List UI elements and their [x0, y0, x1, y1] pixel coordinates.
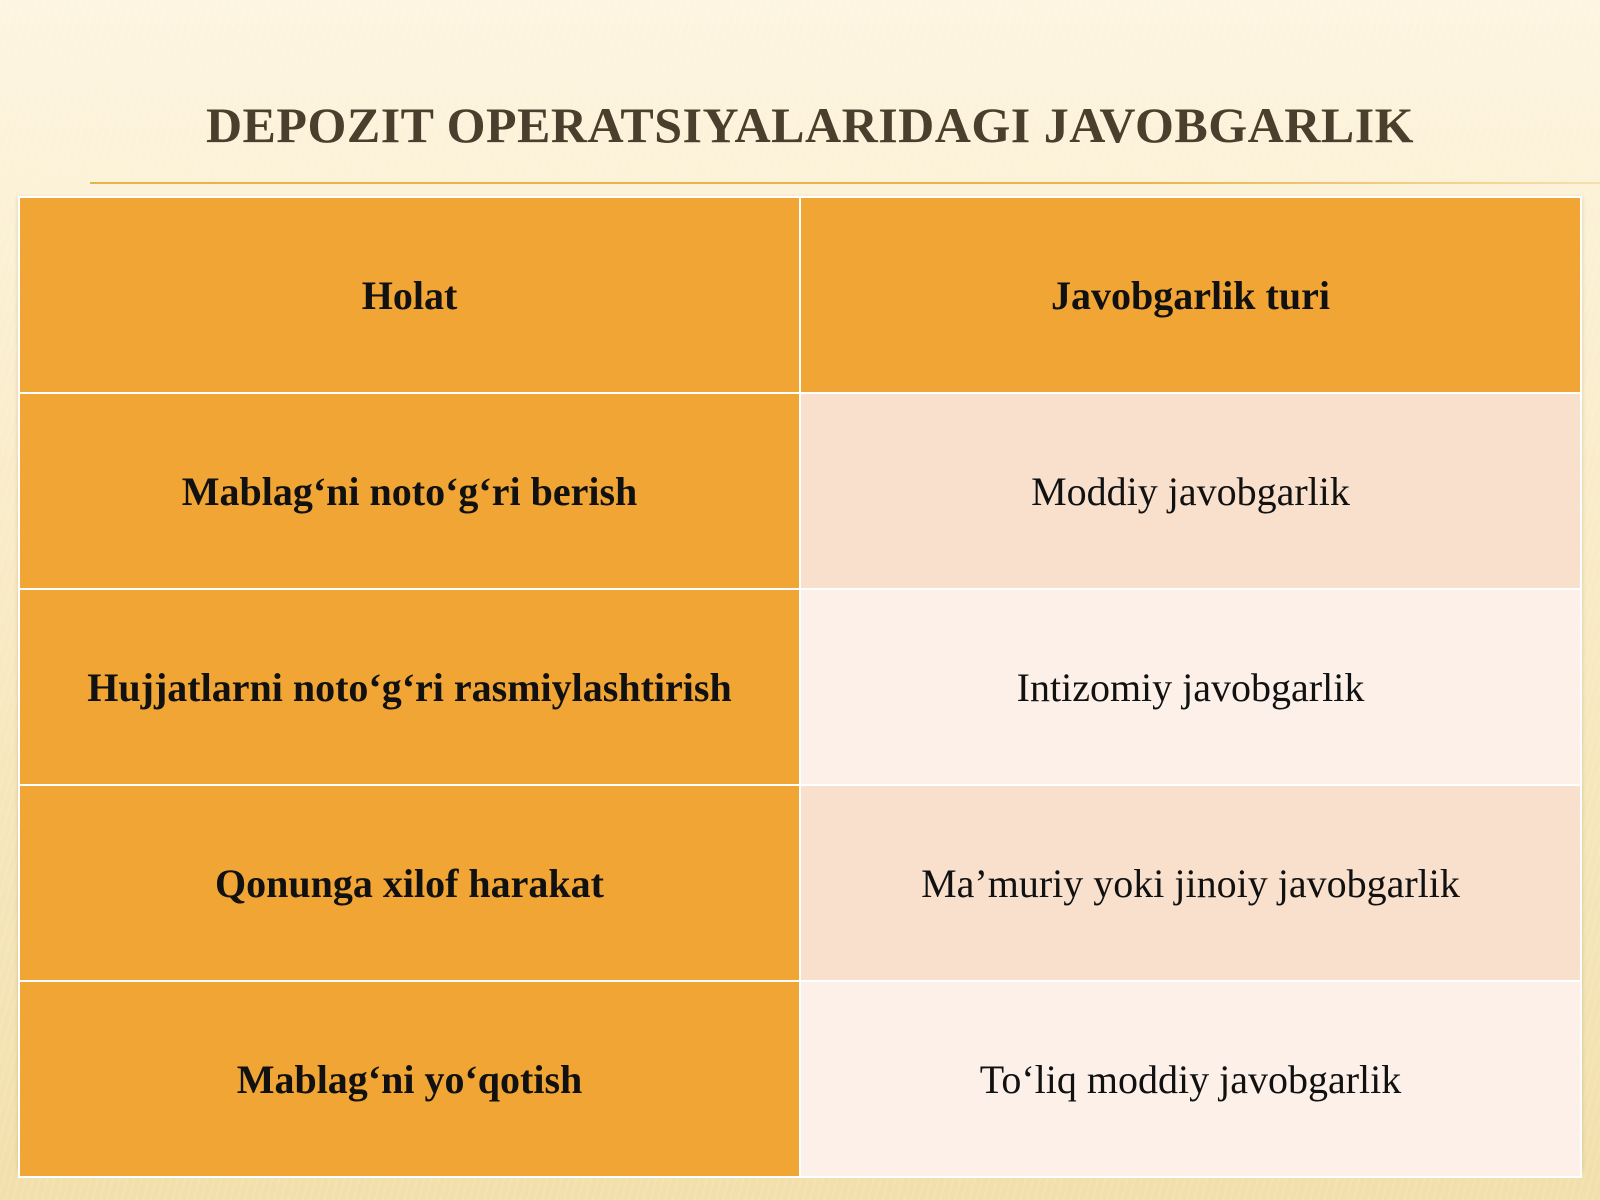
situation-cell: Qonunga xilof harakat	[19, 785, 800, 981]
table-row	[19, 589, 1581, 785]
slide-title: DEPOZIT OPERATSIYALARIDAGI JAVOBGARLIK	[205, 97, 1415, 153]
responsibility-table	[18, 196, 1582, 1178]
table-row	[19, 393, 1581, 589]
title-underline	[90, 182, 1600, 184]
table-header-row	[19, 197, 1581, 393]
responsibility-type-cell: Moddiy javobgarlik	[800, 393, 1581, 589]
table-row	[19, 981, 1581, 1177]
responsibility-type-cell: Ma’muriy yoki jinoiy javobgarlik	[800, 785, 1581, 981]
situation-cell: Hujjatlarni noto‘g‘ri rasmiylashtirish	[19, 589, 800, 785]
responsibility-type-cell: Intizomiy javobgarlik	[800, 589, 1581, 785]
situation-cell: Mablag‘ni yo‘qotish	[19, 981, 800, 1177]
responsibility-type-cell: To‘liq moddiy javobgarlik	[800, 981, 1581, 1177]
header-situation: Holat	[19, 197, 800, 393]
table-row	[19, 785, 1581, 981]
header-responsibility-type: Javobgarlik turi	[800, 197, 1581, 393]
situation-cell: Mablag‘ni noto‘g‘ri berish	[19, 393, 800, 589]
responsibility-table-container	[18, 196, 1582, 1168]
